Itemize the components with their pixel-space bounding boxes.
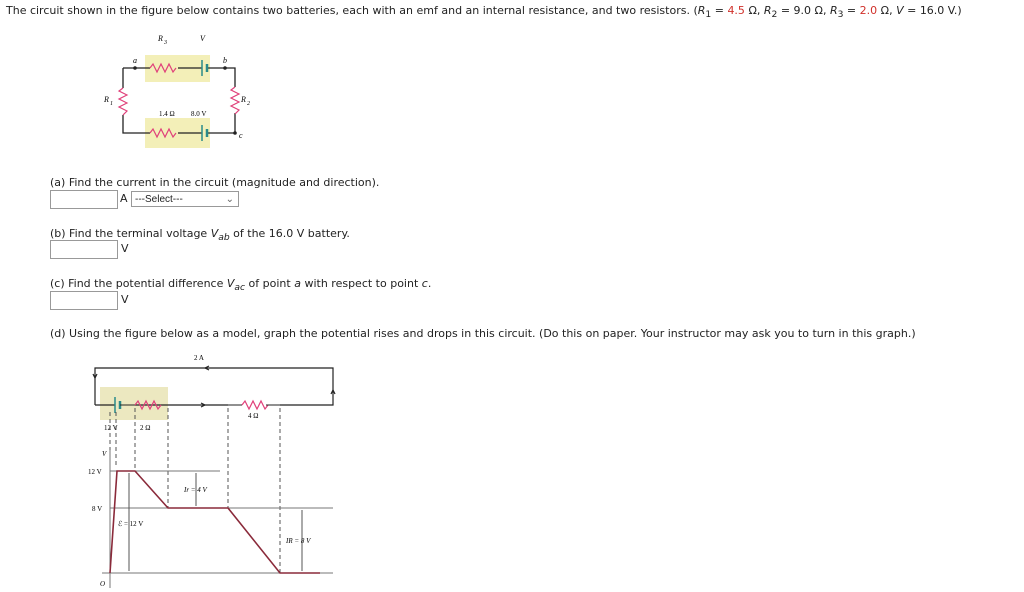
question-d: (d) Using the figure below as a model, graph the potential rises and drops in this circuit. (Do this on paper. Your instructor may ask you to turn in this graph.) — [50, 327, 916, 340]
svg-text:ℰ = 12 V: ℰ = 12 V — [118, 520, 144, 528]
svg-text:12 V: 12 V — [104, 424, 118, 432]
svg-text:V: V — [102, 450, 107, 458]
current-input[interactable] — [50, 190, 118, 209]
svg-text:Ir = 4 V: Ir = 4 V — [184, 486, 207, 494]
svg-text:2: 2 — [247, 101, 250, 107]
resistor-r2 — [231, 87, 239, 114]
svg-text:12 V: 12 V — [88, 468, 102, 476]
potential-graph-figure — [80, 350, 340, 592]
unit-a: A — [120, 192, 128, 205]
chevron-down-icon: ⌄ — [225, 194, 234, 205]
question-c: (c) Find the potential difference $V_{ac}$ of point a with respect to point c. — [50, 277, 432, 294]
svg-text:8 V: 8 V — [92, 505, 103, 513]
resistor-r1 — [119, 88, 127, 115]
svg-text:IR = 8 V: IR = 8 V — [286, 537, 311, 545]
svg-text:V: V — [200, 34, 205, 43]
direction-select[interactable]: ---Select--- ⌄ — [131, 191, 239, 207]
svg-text:O: O — [100, 580, 106, 588]
question-a: (a) Find the current in the circuit (magnitude and direction). — [50, 176, 380, 189]
external-resistor — [242, 401, 268, 409]
svg-text:2 Ω: 2 Ω — [140, 424, 151, 432]
svg-text:1: 1 — [110, 101, 113, 107]
svg-text:b: b — [223, 56, 227, 65]
svg-text:R: R — [104, 95, 109, 104]
svg-text:c: c — [239, 131, 243, 140]
unit-c: V — [121, 293, 129, 306]
problem-intro: The circuit shown in the figure below contains two batteries, each with an emf and an internal resistance, and two resistors. ($R_1 = 4.5$ Ω, $R_2 = 9.0$ Ω, $R_3 = 2.0$ Ω, V = 16.0 V.) — [6, 4, 962, 21]
svg-text:R: R — [158, 34, 163, 43]
svg-text:8.0 V: 8.0 V — [191, 110, 207, 118]
unit-b: V — [121, 242, 129, 255]
svg-text:3: 3 — [164, 40, 167, 46]
svg-text:R: R — [241, 95, 246, 104]
question-b: (b) Find the terminal voltage $V_{ab}$ of the 16.0 V battery. — [50, 227, 350, 244]
svg-text:1.4 Ω: 1.4 Ω — [159, 110, 175, 118]
svg-text:4 Ω: 4 Ω — [248, 412, 259, 420]
svg-text:a: a — [133, 56, 137, 65]
potential-difference-input[interactable] — [50, 291, 118, 310]
terminal-voltage-input[interactable] — [50, 240, 118, 259]
circuit-figure — [90, 25, 270, 155]
svg-text:2 A: 2 A — [194, 354, 204, 362]
